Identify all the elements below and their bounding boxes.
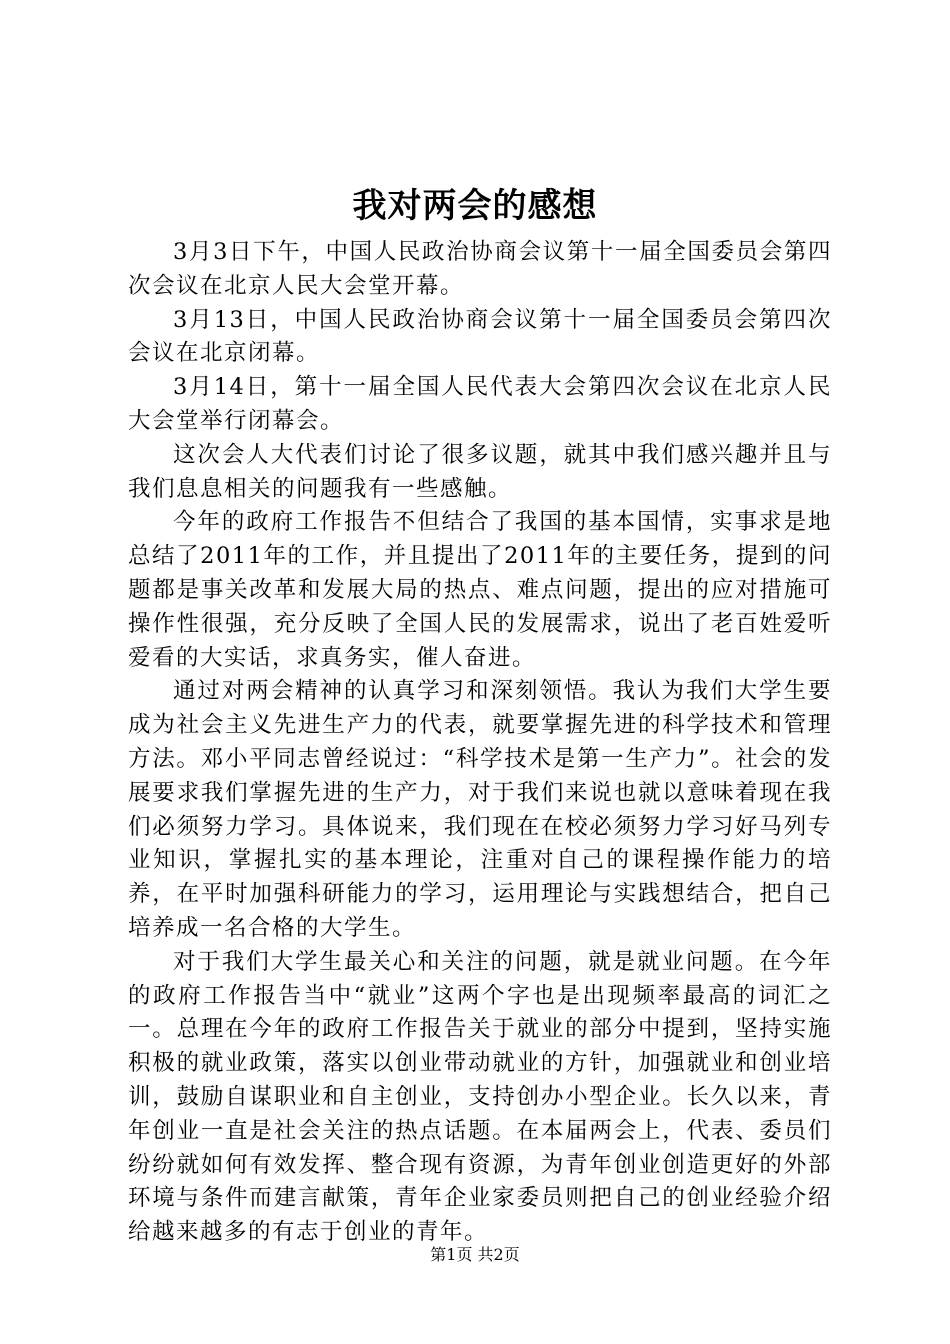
paragraph-4: 这次会人大代表们讨论了很多议题，就其中我们感兴趣并且与我们息息相关的问题我有一些感触。 [128, 441, 832, 502]
page-footer: 第1页 共2页 [430, 1245, 520, 1264]
paragraph-1: 3月3日下午，中国人民政治协商会议第十一届全国委员会第四次会议在北京人民大会堂开幕。 [128, 239, 832, 299]
document-title: 我对两会的感想 [352, 186, 598, 226]
paragraph-2: 3月13日，中国人民政治协商会议第十一届全国委员会第四次会议在北京闭幕。 [128, 306, 832, 367]
paragraph-7: 对于我们大学生最关心和关注的问题，就是就业问题。在今年的政府工作报告当中“就业”这两个字也是出现频率最高的词汇之一。总理在今年的政府工作报告关于就业的部分中提到，坚持实施积极的就业政策，落实以创业带动就业的方针，加强就业和创业培训，鼓励自谋职业和自主创业，支持创办小型企业。长久以来，青年创业一直是社会关注的热点话题。在本届两会上，代表、委员们纷纷就如何有效发挥、整合现有资源，为青年创业创造更好的外部环境与条件而建言献策，青年企业家委员则把自己的创业经验介绍给越来越多的有志于创业的青年。 [128, 948, 832, 1246]
paragraph-3: 3月14日，第十一届全国人民代表大会第四次会议在北京人民大会堂举行闭幕会。 [128, 374, 832, 434]
document-body [128, 236, 832, 1250]
paragraph-6: 通过对两会精神的认真学习和深刻领悟。我认为我们大学生要成为社会主义先进生产力的代表，就要掌握先进的科学技术和管理方法。邓小平同志曾经说过：“科学技术是第一生产力”。社会的发展要求我们掌握先进的生产力，对于我们来说也就以意味着现在我们必须努力学习。具体说来，我们现在在校必须努力学习好马列专业知识，掌握扎实的基本理论，注重对自己的课程操作能力的培养，在平时加强科研能力的学习，运用理论与实践想结合，把自己培养成一名合格的大学生。 [128, 678, 832, 941]
paragraph-5: 今年的政府工作报告不但结合了我国的基本国情，实事求是地总结了2011年的工作，并且提出了2011年的主要任务，提到的问题都是事关改革和发展大局的热点、难点问题，提出的应对措施可操作性很强，充分反映了全国人民的发展需求，说出了老百姓爱听爱看的大实话，求真务实，催人奋进。 [128, 509, 832, 671]
